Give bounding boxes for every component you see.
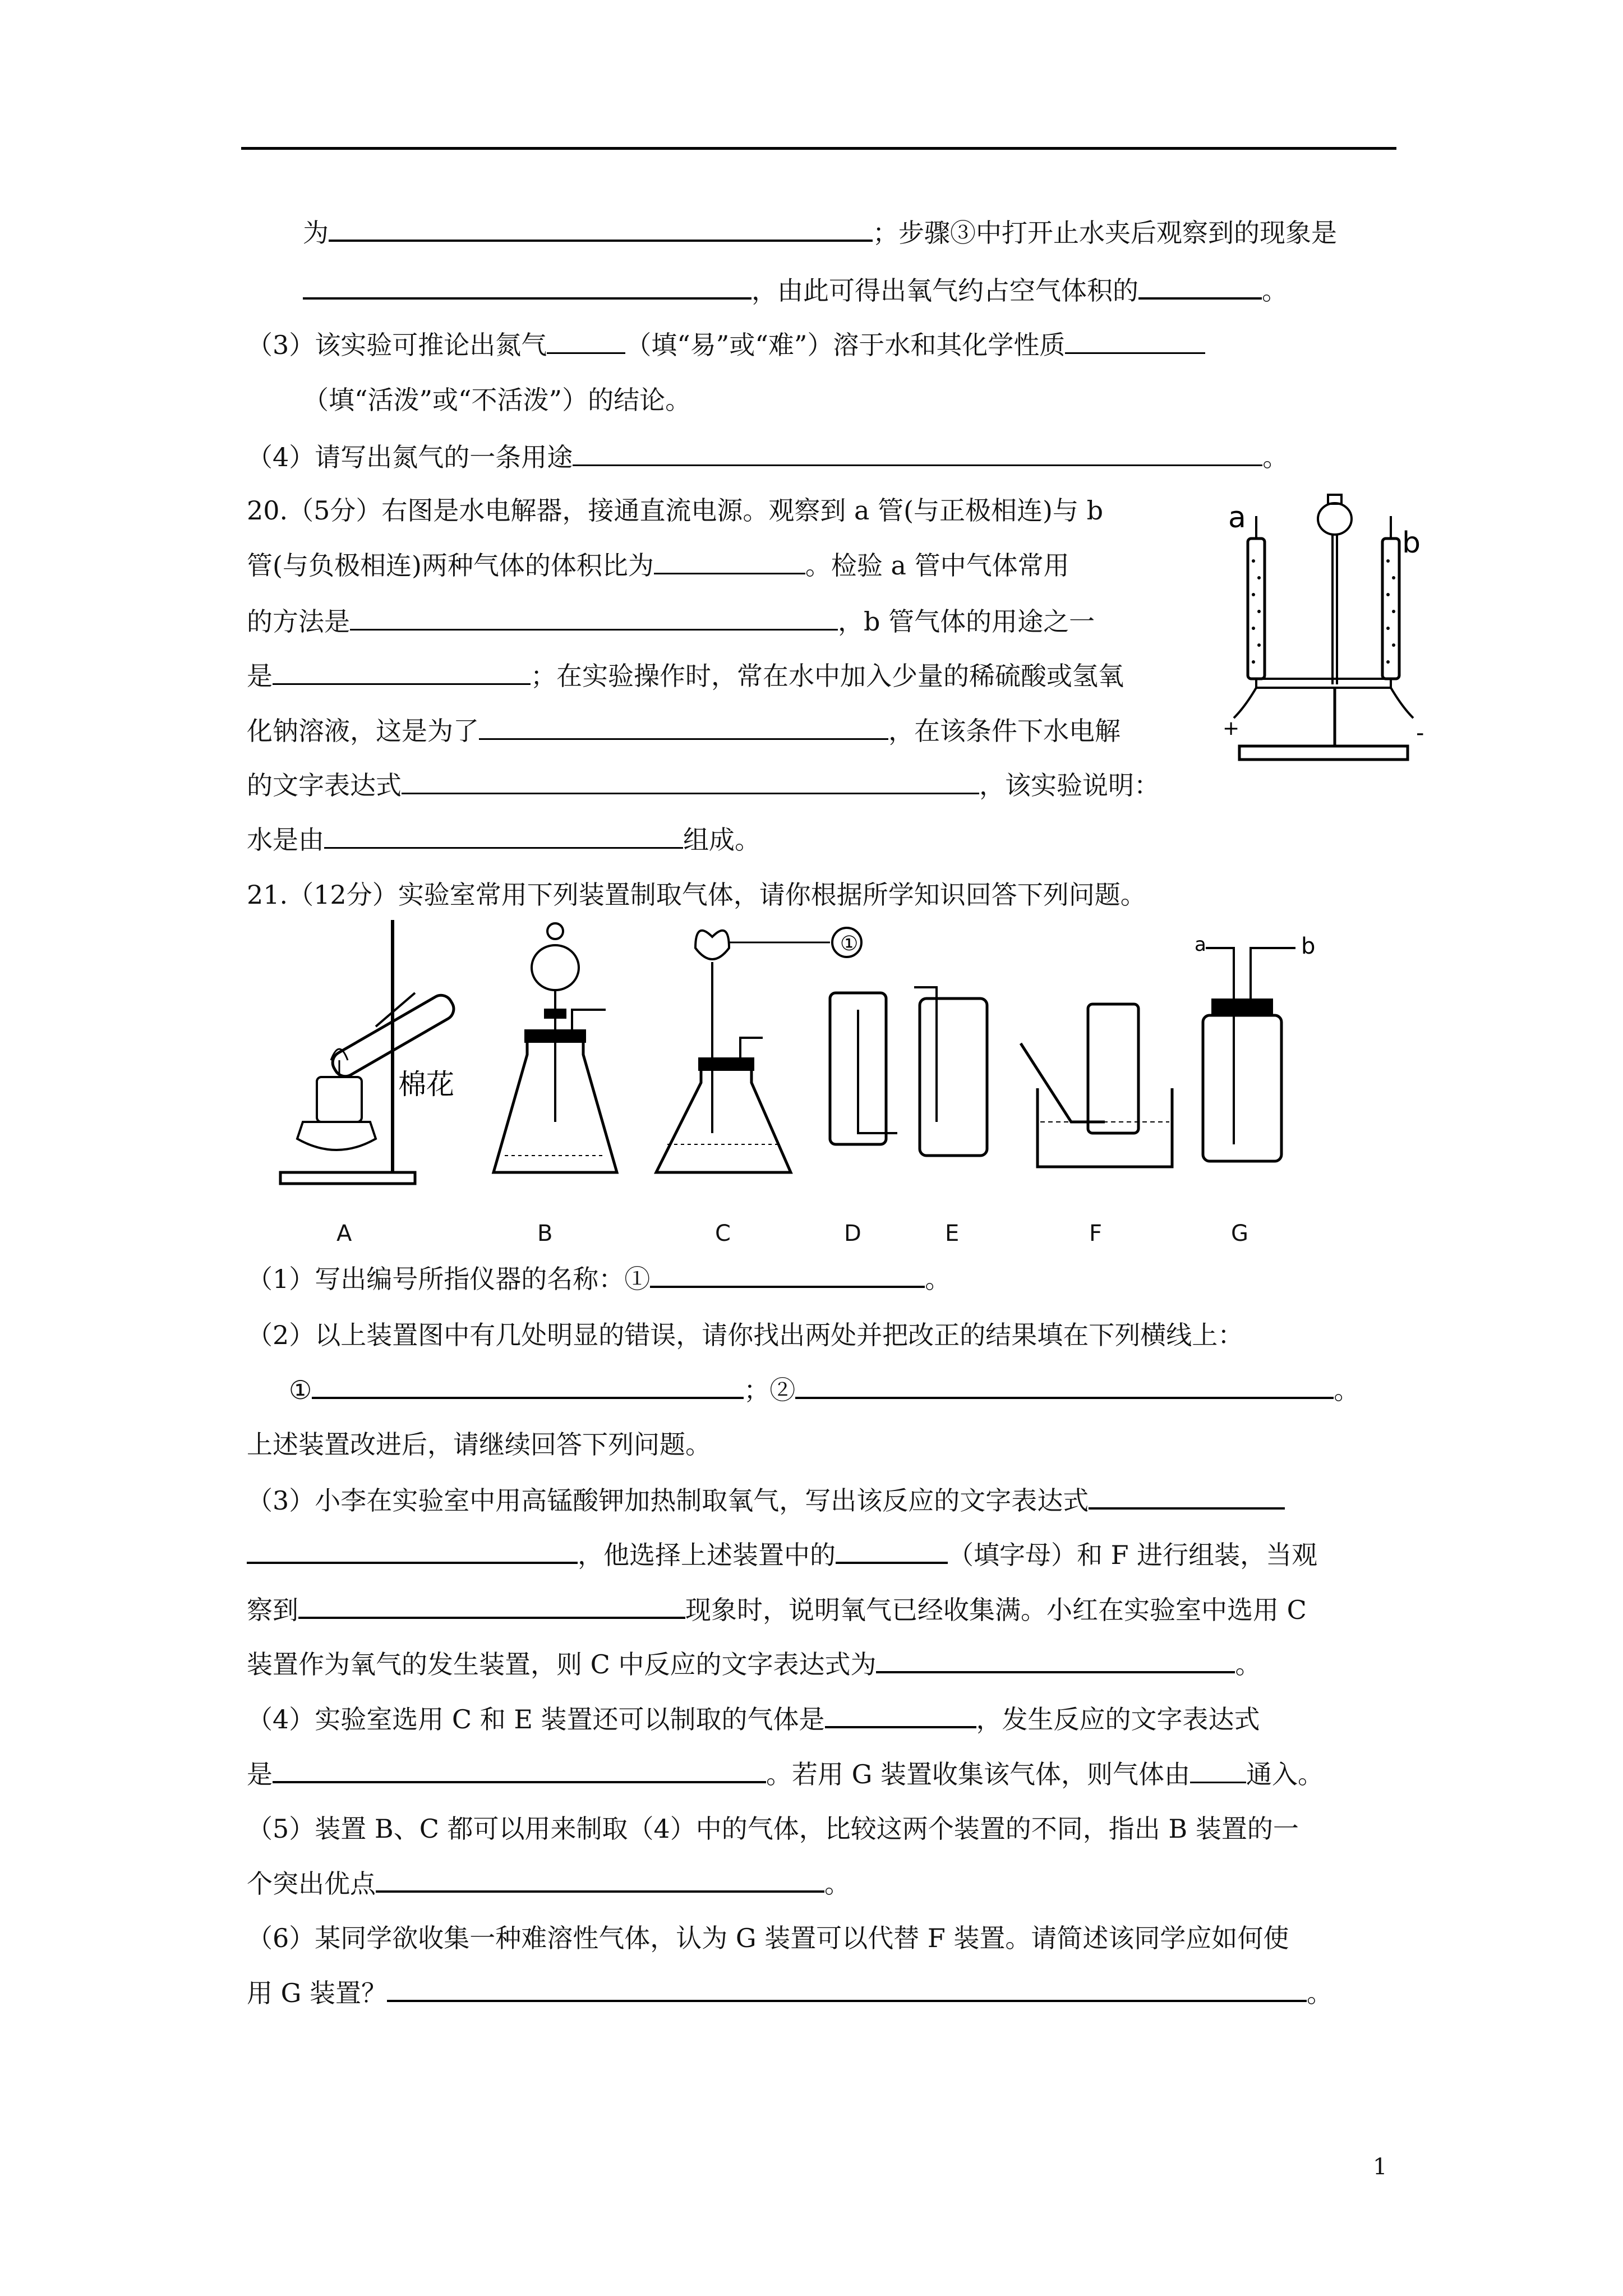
header-rule: [241, 147, 1396, 150]
answer-blank[interactable]: [1190, 1759, 1246, 1783]
text-line: 为 ；步骤③中打开止水夹后观察到的现象是: [303, 218, 1337, 248]
text-line: ① ；② 。: [289, 1375, 1360, 1405]
apparatus-g: [1195, 933, 1315, 1161]
text-line: 水是由 组成。: [247, 825, 760, 855]
answer-blank[interactable]: [329, 217, 873, 242]
answer-blank[interactable]: [376, 1868, 824, 1893]
caption-f: F: [1089, 1221, 1103, 1246]
answer-blank[interactable]: [247, 1539, 578, 1564]
text-line: （3）该实验可推论出氮气 （填“易”或“难”）溶于水和其化学性质: [247, 328, 1205, 362]
text-line: （填“活泼”或“不活泼”）的结论。: [303, 385, 691, 415]
answer-blank[interactable]: [303, 275, 751, 300]
answer-blank[interactable]: [825, 1704, 976, 1728]
text-line: 察到 现象时，说明氧气已经收集满。小红在实验室中选用 C: [247, 1595, 1307, 1625]
apparatus-e: [914, 987, 987, 1156]
minus-sign: -: [1416, 720, 1424, 746]
page-number: 1: [1373, 2154, 1387, 2180]
water-electrolyzer-figure: [1223, 482, 1469, 785]
text-line: （2）以上装置图中有几处明显的错误，请你找出两处并把改正的结果填在下列横线上：: [247, 1320, 1244, 1350]
text-line: 的方法是 ，b 管气体的用途之一: [247, 606, 1095, 637]
answer-blank[interactable]: [547, 330, 625, 354]
answer-blank[interactable]: [876, 1649, 1235, 1673]
cotton-label: 棉花: [398, 1068, 454, 1101]
caption-d: D: [844, 1221, 861, 1246]
tube-a-label: a: [1228, 501, 1246, 535]
port-b-label: b: [1301, 933, 1316, 959]
apparatus-d: [830, 993, 897, 1144]
answer-blank[interactable]: [387, 1977, 1307, 2002]
answer-blank[interactable]: [312, 1374, 744, 1399]
port-a-label: a: [1195, 933, 1206, 956]
caption-a: A: [336, 1221, 352, 1246]
text-line: （4）请写出氮气的一条用途 。: [247, 442, 1289, 472]
marker-1: ①: [840, 932, 859, 955]
caption-b: B: [537, 1221, 553, 1246]
tube-b-label: b: [1402, 526, 1421, 560]
answer-blank[interactable]: [1065, 330, 1205, 354]
answer-blank[interactable]: [479, 716, 888, 740]
answer-blank[interactable]: [573, 442, 1262, 466]
text-line: （4）实验室选用 C 和 E 装置还可以制取的气体是 ，发生反应的文字表达式: [247, 1704, 1260, 1734]
caption-c: C: [715, 1221, 731, 1246]
caption-e: E: [945, 1221, 960, 1246]
answer-blank[interactable]: [273, 1759, 766, 1783]
answer-blank[interactable]: [402, 770, 979, 794]
text-line: 化钠溶液，这是为了 ，在该条件下水电解: [247, 716, 1121, 746]
text-line: 装置作为氧气的发生装置，则 C 中反应的文字表达式为 。: [247, 1649, 1261, 1680]
question-20: 20.（5分）右图是水电解器，接通直流电源。观察到 a 管(与正极相连)与 b: [247, 495, 1104, 526]
text-line: 的文字表达式 ，该实验说明：: [247, 770, 1160, 800]
plus-sign: +: [1223, 717, 1240, 740]
text-line: 是 ；在实验操作时，常在水中加入少量的稀硫酸或氢氧: [247, 661, 1124, 691]
text-line: 用 G 装置？ 。: [247, 1978, 1332, 2008]
text-line: （3）小李在实验室中用高锰酸钾加热制取氧气，写出该反应的文字表达式: [247, 1484, 1285, 1517]
answer-blank[interactable]: [273, 661, 531, 685]
text-line: 管(与负极相连)两种气体的体积比为 。检验 a 管中气体常用: [247, 550, 1069, 581]
apparatus-a: [280, 920, 458, 1184]
answer-blank[interactable]: [654, 550, 805, 574]
text-line: （5）装置 B、C 都可以用来制取（4）中的气体，比较这两个装置的不同，指出 B 装置的一: [247, 1814, 1299, 1844]
answer-blank[interactable]: [298, 1594, 685, 1619]
answer-blank[interactable]: [324, 825, 683, 849]
text-line: 个突出优点 。: [247, 1869, 850, 1899]
question-21: 21.（12分）实验室常用下列装置制取气体，请你根据所学知识回答下列问题。: [247, 880, 1146, 910]
text-line: 是 。若用 G 装置收集该气体，则气体由 通入。: [247, 1759, 1324, 1789]
answer-blank[interactable]: [350, 606, 838, 631]
answer-blank[interactable]: [795, 1374, 1334, 1399]
text-line: （1）写出编号所指仪器的名称：① 。: [247, 1264, 951, 1294]
apparatus-f: [1021, 1004, 1172, 1167]
text-line: ，由此可得出氧气约占空气体积的 。: [303, 274, 1288, 307]
answer-blank[interactable]: [1089, 1485, 1285, 1510]
apparatus-b: [494, 923, 617, 1172]
text-line: 上述装置改进后，请继续回答下列问题。: [247, 1429, 711, 1460]
apparatus-figure: [269, 909, 1391, 1223]
answer-blank[interactable]: [1138, 275, 1262, 300]
text-line: （6）某同学欲收集一种难溶性气体，认为 G 装置可以代替 F 装置。请简述该同学应如何使: [247, 1923, 1289, 1953]
caption-g: G: [1231, 1221, 1248, 1246]
answer-blank[interactable]: [836, 1539, 948, 1564]
answer-blank[interactable]: [650, 1263, 925, 1288]
text-line: ，他选择上述装置中的 （填字母）和 F 进行组装，当观: [247, 1538, 1317, 1572]
